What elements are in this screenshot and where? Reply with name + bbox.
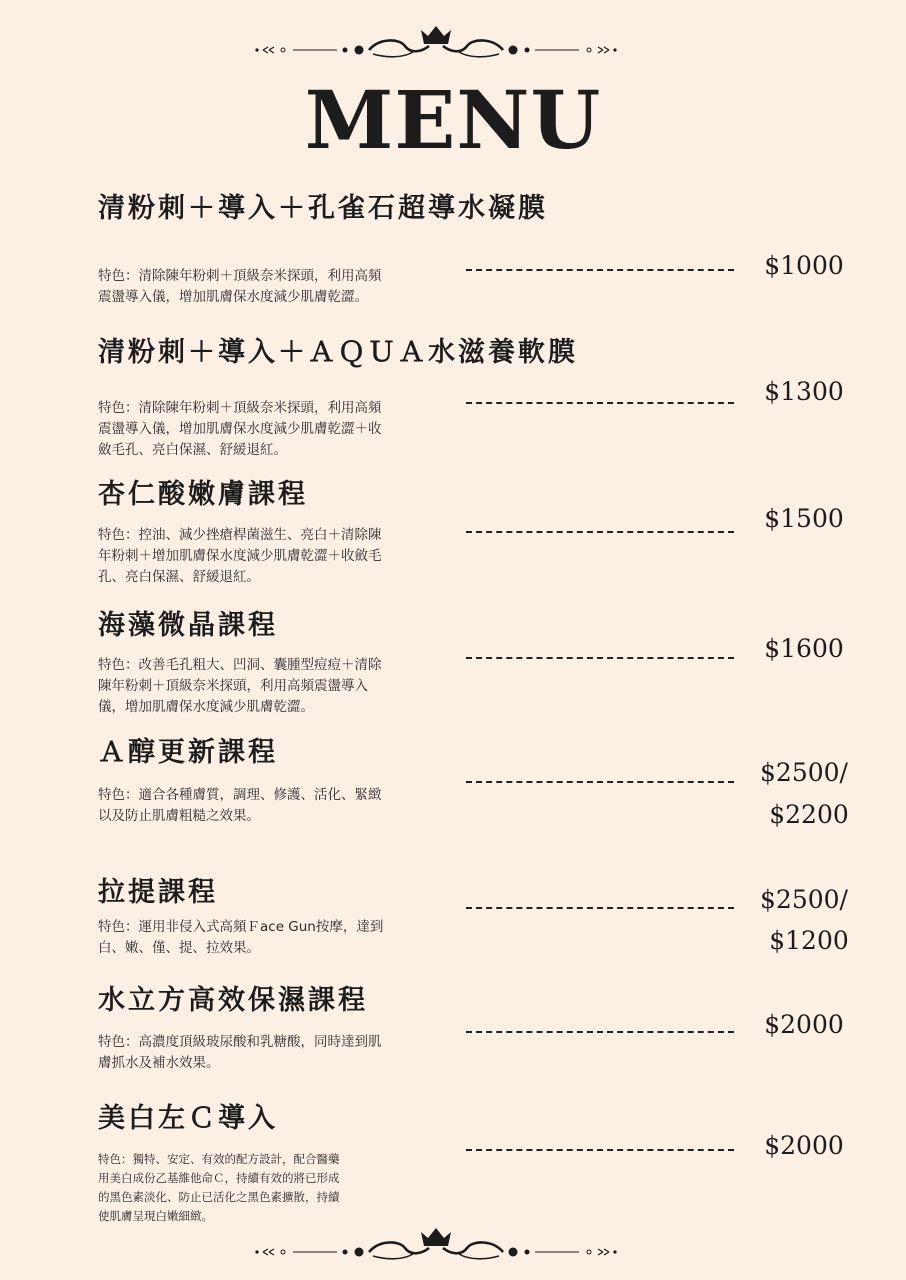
item-price: $2500/ xyxy=(760,758,848,787)
leader-dashes xyxy=(466,269,734,271)
item-name: Ａ醇更新課程 xyxy=(98,737,278,768)
bottom-ornament-icon xyxy=(253,1226,619,1262)
leader-dashes xyxy=(466,531,734,533)
item-description: 特色：控油、減少挫瘡桿菌滋生、亮白＋清除陳年粉刺＋增加肌膚保水度減少肌膚乾澀＋收斂毛孔、亮白保濕、舒緩退紅。 xyxy=(98,527,382,585)
item-price: $2500/ xyxy=(760,885,848,914)
item-name: 海藻微晶課程 xyxy=(98,610,278,641)
item-description: 特色：高濃度頂級玻尿酸和乳糖酸，同時達到肌膚抓水及補水效果。 xyxy=(98,1034,382,1071)
item-description: 特色：改善毛孔粗大、凹洞、囊腫型痘痘＋清除陳年粉刺＋頂級奈米探頭，利用高頻震盪導入儀，增加肌膚保水度減少肌膚乾澀。 xyxy=(98,657,382,715)
menu-item xyxy=(98,336,878,458)
item-description: 特色：運用非侵入式高頻Ｆace Gun按摩，達到白、嫩、僅、提、拉效果。 xyxy=(98,919,384,956)
item-description: 特色：清除陳年粉刺＋頂級奈米探頭，利用高頻震盪導入儀，增加肌膚保水度減少肌膚乾澀＋收斂毛孔、亮白保濕、舒緩退紅。 xyxy=(98,400,382,458)
item-price-alt: $1200 xyxy=(769,926,849,955)
leader-dashes xyxy=(466,657,734,659)
item-price: $2000 xyxy=(764,1131,844,1160)
item-price: $2000 xyxy=(764,1010,844,1039)
item-price-alt: $2200 xyxy=(769,800,849,829)
menu-item xyxy=(98,192,878,305)
item-name: 水立方高效保濕課程 xyxy=(98,985,368,1016)
menu-item xyxy=(98,736,878,829)
leader-dashes xyxy=(466,1031,734,1033)
menu-item xyxy=(98,1102,878,1223)
leader-dashes xyxy=(466,907,734,909)
menu-item xyxy=(98,609,878,715)
item-name: 清粉刺＋導入＋孔雀石超導水凝膜 xyxy=(98,193,548,224)
item-name: 杏仁酸嫩膚課程 xyxy=(98,479,308,510)
menu-item xyxy=(98,478,878,585)
leader-dashes xyxy=(466,402,734,404)
menu-item xyxy=(98,876,878,956)
top-ornament-icon xyxy=(253,24,619,60)
item-description: 特色：適合各種膚質，調理、修護、活化、緊緻以及防止肌膚粗糙之效果。 xyxy=(98,787,382,824)
item-price: $1300 xyxy=(764,377,844,406)
item-description: 特色：獨特、安定、有效的配方設計，配合醫藥用美白成份乙基維他命Ｃ，持續有效的將已形成的黑色素淡化、防止已活化之黑色素擴散，持續使肌膚呈現白嫩細緻。 xyxy=(98,1152,340,1223)
item-price: $1000 xyxy=(764,251,844,280)
menu-item xyxy=(98,984,878,1071)
item-price: $1600 xyxy=(764,634,844,663)
item-name: 拉提課程 xyxy=(98,877,218,908)
item-description: 特色：清除陳年粉刺＋頂級奈米探頭，利用高頻震盪導入儀，增加肌膚保水度減少肌膚乾澀。 xyxy=(98,268,382,305)
menu-title: MENU xyxy=(304,73,602,167)
item-name: 清粉刺＋導入＋ＡＱＵＡ水滋養軟膜 xyxy=(98,337,578,368)
item-name: 美白左Ｃ導入 xyxy=(98,1103,278,1134)
leader-dashes xyxy=(466,1149,734,1151)
leader-dashes xyxy=(466,781,734,783)
item-price: $1500 xyxy=(764,504,844,533)
